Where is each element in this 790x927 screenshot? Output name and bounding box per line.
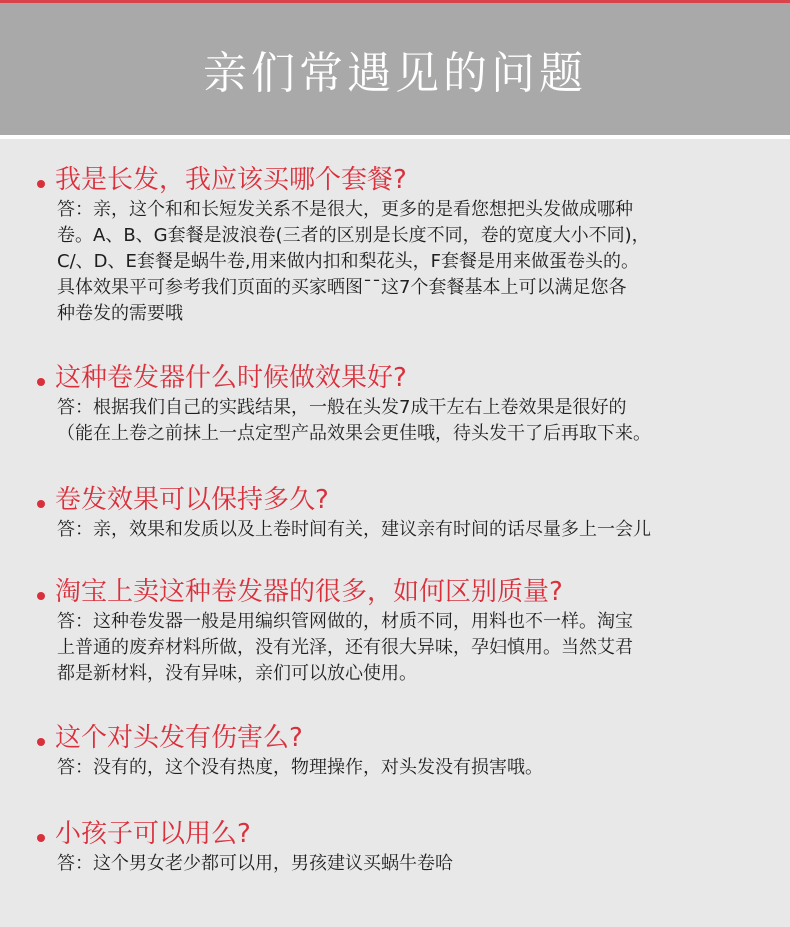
faq-question [0, 721, 790, 755]
answer-line: 答：没有的，这个没有热度，物理操作，对头发没有损害哦。 [57, 757, 543, 778]
answer-line: C/、D、E套餐是蜗牛卷,用来做内扣和梨花头，F套餐是用来做蛋卷头的。 [57, 251, 639, 272]
faq-item-2 [0, 361, 790, 447]
bullet-icon [37, 738, 45, 746]
faq-item-6 [0, 817, 790, 877]
bullet-icon [37, 592, 45, 600]
answer-line: （能在上卷之前抹上一点定型产品效果会更佳哦，待头发干了后再取下来。 [57, 423, 651, 444]
faq-question-text: 卷发效果可以保持多久? [55, 485, 329, 515]
bullet-icon [37, 378, 45, 386]
faq-question-text: 这种卷发器什么时候做效果好? [55, 363, 407, 393]
faq-answer [0, 609, 790, 687]
answer-line: 答：亲，这个和和长短发关系不是很大，更多的是看您想把头发做成哪种 [57, 199, 633, 220]
faq-question-text: 小孩子可以用么? [55, 819, 251, 849]
answer-line: 卷。A、B、G套餐是波浪卷(三者的区别是长度不同，卷的宽度大小不同)， [57, 225, 650, 246]
answer-line: 答：这个男女老少都可以用，男孩建议买蜗牛卷哈 [57, 853, 453, 874]
faq-answer [0, 517, 790, 543]
answer-line: 答：这种卷发器一般是用编织管网做的，材质不同，用料也不一样。淘宝 [57, 611, 633, 632]
faq-answer [0, 197, 790, 327]
faq-question-text: 我是长发，我应该买哪个套餐? [55, 165, 407, 195]
faq-question [0, 361, 790, 395]
answer-line: 具体效果平可参考我们页面的买家晒图¯¯这7个套餐基本上可以满足您各 [57, 277, 627, 298]
faq-answer [0, 851, 790, 877]
answer-line: 上普通的废弃材料所做，没有光泽，还有很大异味，孕妇慎用。当然艾君 [57, 637, 633, 658]
answer-line: 都是新材料，没有异味，亲们可以放心使用。 [57, 663, 417, 684]
faq-question [0, 817, 790, 851]
bullet-icon [37, 834, 45, 842]
page-title: 亲们常遇见的问题 [203, 48, 587, 99]
answer-line: 答：根据我们自己的实践结果，一般在头发7成干左右上卷效果是很好的 [57, 397, 627, 418]
faq-question [0, 575, 790, 609]
faq-answer [0, 395, 790, 447]
faq-item-4 [0, 575, 790, 687]
bullet-icon [37, 500, 45, 508]
header-divider [0, 135, 790, 139]
faq-item-3 [0, 483, 790, 543]
faq-item-5 [0, 721, 790, 781]
faq-item-1 [0, 163, 790, 327]
faq-answer [0, 755, 790, 781]
faq-question-text: 这个对头发有伤害么? [55, 723, 303, 753]
answer-line: 答：亲，效果和发质以及上卷时间有关，建议亲有时间的话尽量多上一会儿 [57, 519, 651, 540]
faq-question-text: 淘宝上卖这种卷发器的很多，如何区别质量? [55, 577, 563, 607]
faq-question [0, 163, 790, 197]
header-banner [0, 3, 790, 135]
faq-question [0, 483, 790, 517]
answer-line: 种卷发的需要哦 [57, 303, 183, 324]
bullet-icon [37, 180, 45, 188]
